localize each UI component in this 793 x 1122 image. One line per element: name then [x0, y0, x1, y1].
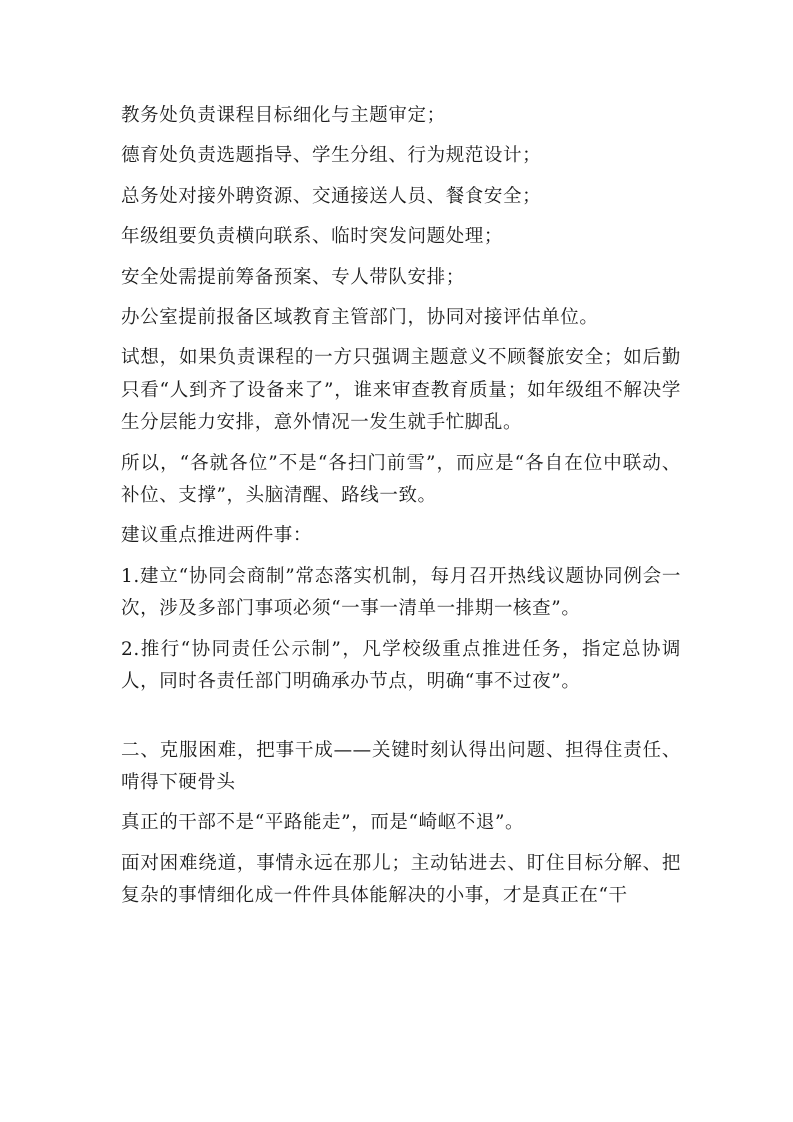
- section-spacer: [121, 707, 681, 735]
- document-body: [121, 100, 681, 921]
- paragraph-suggestion-2: 2.推行“协同责任公示制”，凡学校级重点推进任务，指定总协调人，同时各责任部门明确承办节点，明确“事不过夜”。: [121, 638, 681, 693]
- paragraph-grade-group: 年级组要负责横向联系、临时突发问题处理；: [121, 226, 504, 248]
- paragraph-moral-education: 德育处负责选题指导、学生分组、行为规范设计；: [121, 145, 542, 167]
- paragraph-conclusion: 所以，“各就各位”不是“各扫门前雪”，而应是“各自在位中联动、补位、支撑”，头脑清醒、路线一致。: [121, 452, 681, 507]
- paragraph-academic-affairs: 教务处负责课程目标细化与主题审定；: [121, 105, 446, 126]
- paragraph-suggestion-intro: 建议重点推进两件事：: [121, 525, 313, 547]
- paragraph-real-cadre: 真正的干部不是“平路能走”，而是“崎岖不退”。: [121, 812, 525, 834]
- paragraph-general-affairs: 总务处对接外聘资源、交通接送人员、餐食安全；: [121, 185, 542, 207]
- paragraph-suggestion-1: 1.建立“协同会商制”常态落实机制，每月召开热线议题协同例会一次，涉及多部门事项必须“一事一清单一排期一核查”。: [121, 565, 681, 620]
- paragraph-safety-office: 安全处需提前筹备预案、专人带队安排；: [121, 266, 465, 288]
- section-heading: 二、克服困难，把事干成——关键时刻认得出问题、担得住责任、啃得下硬骨头: [121, 739, 681, 793]
- paragraph-hypothetical: 试想，如果负责课程的一方只强调主题意义不顾餐旅安全；如后勤只看“人到齐了设备来了”，谁来审查教育质量；如年级组不解决学生分层能力安排，意外情况一发生就手忙脚乱。: [121, 347, 681, 434]
- paragraph-general-office: 办公室提前报备区域教育主管部门，协同对接评估单位。: [121, 307, 599, 329]
- paragraph-face-difficulty: 面对困难绕道，事情永远在那儿；主动钻进去、盯住目标分解、把复杂的事情细化成一件件具体能解决的小事，才是真正在“干: [121, 852, 681, 907]
